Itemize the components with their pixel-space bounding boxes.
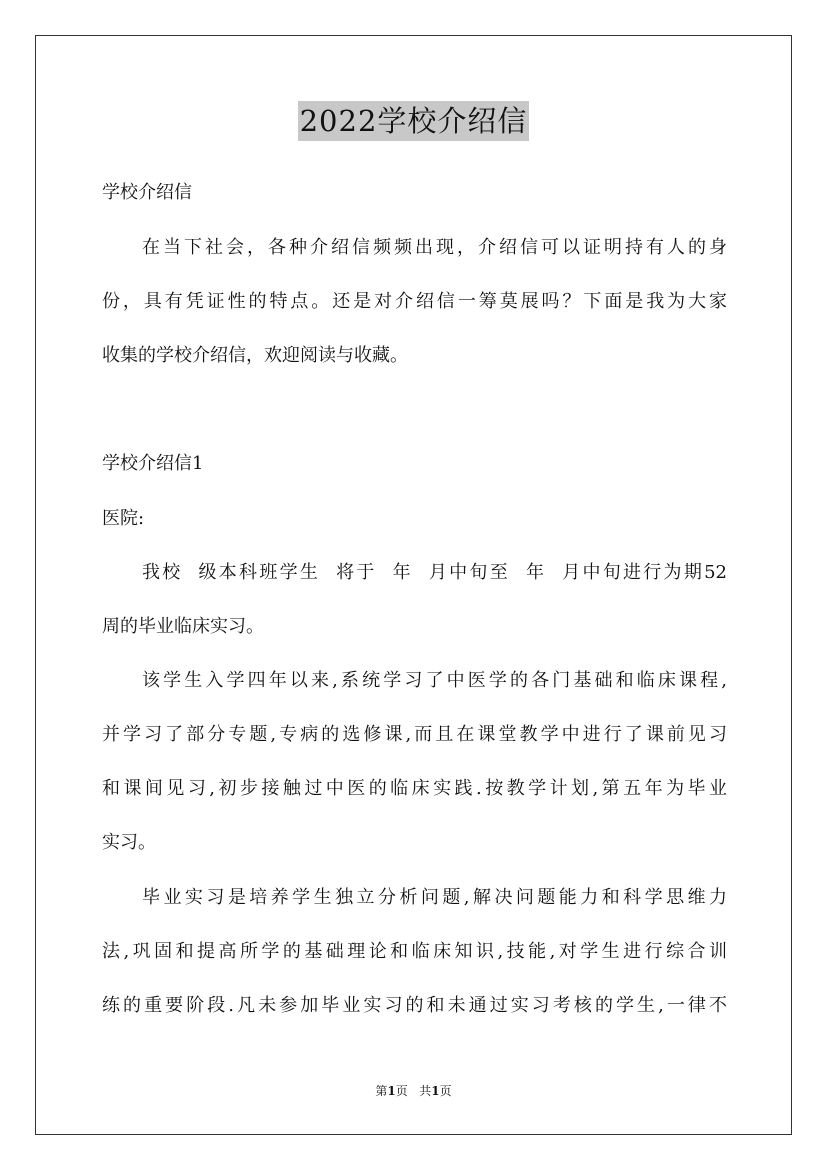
page-suffix: 页 [395, 1084, 408, 1098]
page-total: 1 [431, 1084, 440, 1098]
paragraph-line: 我校 级本科班学生 将于 年 月中旬至 年 月中旬进行为期52 [142, 562, 727, 583]
salutation: 医院: [102, 508, 145, 529]
paragraph-line: 并学习了部分专题,专病的选修课,而且在课堂教学中进行了课前见习 [102, 724, 727, 745]
page-current: 1 [387, 1084, 396, 1098]
paragraph-line: 该学生入学四年以来,系统学习了中医学的各门基础和临床课程, [142, 670, 727, 691]
total-suffix: 页 [439, 1084, 452, 1098]
document-title: 2022学校介绍信 [298, 101, 530, 141]
paragraph-line: 周的毕业临床实习。 [102, 616, 264, 637]
intro-line: 份，具有凭证性的特点。还是对介绍信一筹莫展吗？下面是我为大家 [102, 291, 727, 312]
page-prefix: 第 [375, 1084, 388, 1098]
intro-line: 收集的学校介绍信，欢迎阅读与收藏。 [102, 345, 408, 366]
document-heading: 学校介绍信 [102, 182, 192, 203]
total-prefix: 共 [419, 1084, 432, 1098]
intro-line: 在当下社会，各种介绍信频频出现，介绍信可以证明持有人的身 [142, 237, 727, 258]
paragraph-line: 实习。 [102, 832, 156, 853]
section-title: 学校介绍信1 [102, 453, 204, 474]
paragraph-line: 练的重要阶段.凡未参加毕业实习的和未通过实习考核的学生,一律不 [102, 995, 727, 1016]
paragraph-line: 法,巩固和提高所学的基础理论和临床知识,技能,对学生进行综合训 [102, 941, 727, 962]
paragraph-line: 毕业实习是培养学生独立分析问题,解决问题能力和科学思维力 [142, 887, 727, 908]
paragraph-line: 和课间见习,初步接触过中医的临床实践.按教学计划,第五年为毕业 [102, 778, 727, 799]
title-container [0, 101, 827, 141]
page-footer [0, 1083, 827, 1099]
